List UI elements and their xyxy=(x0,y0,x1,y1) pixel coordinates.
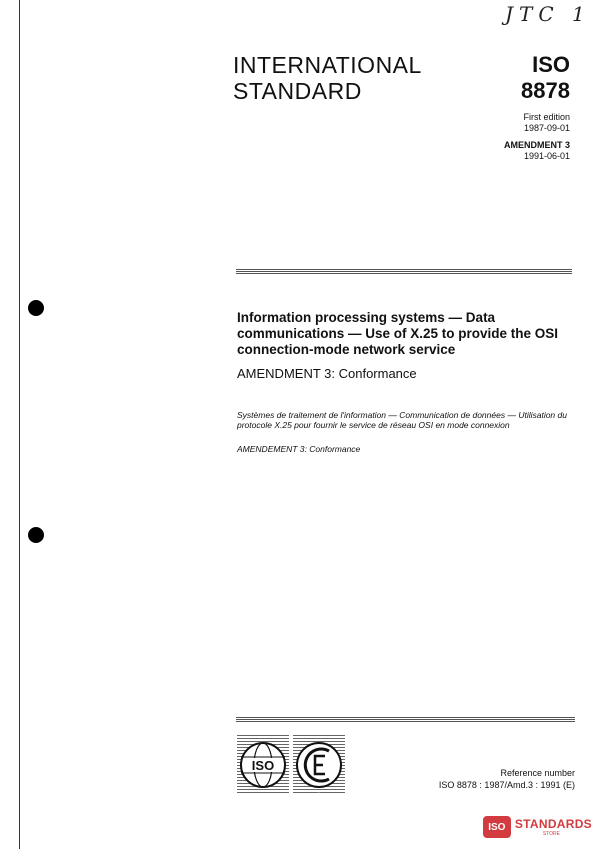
edition-date: 1987-09-01 xyxy=(523,123,570,133)
english-amendment-title: AMENDMENT 3: Conformance xyxy=(237,366,417,381)
iso-number: 8878 xyxy=(521,78,570,103)
iso-logo-text: ISO xyxy=(251,758,275,773)
standard-identifier xyxy=(504,52,570,162)
punch-hole-top xyxy=(28,300,44,316)
binding-margin-line xyxy=(19,0,20,849)
handwritten-note: JTC 1 xyxy=(505,2,591,26)
reference-label: Reference number xyxy=(500,768,575,778)
watermark-iso-badge: ISO xyxy=(483,816,511,838)
iec-logo xyxy=(293,735,345,795)
amendment-label: AMENDMENT 3 xyxy=(503,140,570,150)
top-divider xyxy=(236,269,572,274)
iso-logo xyxy=(237,735,289,795)
iec-logo-text: IEC xyxy=(318,793,320,794)
watermark-tagline: STORE xyxy=(542,831,560,837)
iso-label: ISO xyxy=(532,52,570,77)
punch-hole-bottom xyxy=(28,527,44,543)
english-title: Information processing systems — Data communications — Use of X.25 to provide the OSI connection-mode network service xyxy=(237,310,559,357)
french-title: Systèmes de traitement de l'information — Communication de données — Utilisation du protocole X.25 pour fournir le service de réseau OSI en mode connexion xyxy=(237,410,567,430)
doc-type-line-1: INTERNATIONAL xyxy=(233,52,422,78)
store-watermark xyxy=(483,815,592,839)
watermark-text: STANDARDS xyxy=(514,817,592,831)
document-type xyxy=(233,52,422,104)
french-amendment-title: AMENDEMENT 3: Conformance xyxy=(237,444,361,454)
reference-block xyxy=(439,767,575,791)
organization-logos xyxy=(237,735,345,795)
reference-number: ISO 8878 : 1987/Amd.3 : 1991 (E) xyxy=(438,780,575,790)
amendment-date: 1991-06-01 xyxy=(523,151,570,161)
bottom-divider xyxy=(236,717,575,722)
doc-type-line-2: STANDARD xyxy=(233,78,362,104)
edition-label: First edition xyxy=(523,112,570,122)
watermark-text-group xyxy=(511,817,592,837)
